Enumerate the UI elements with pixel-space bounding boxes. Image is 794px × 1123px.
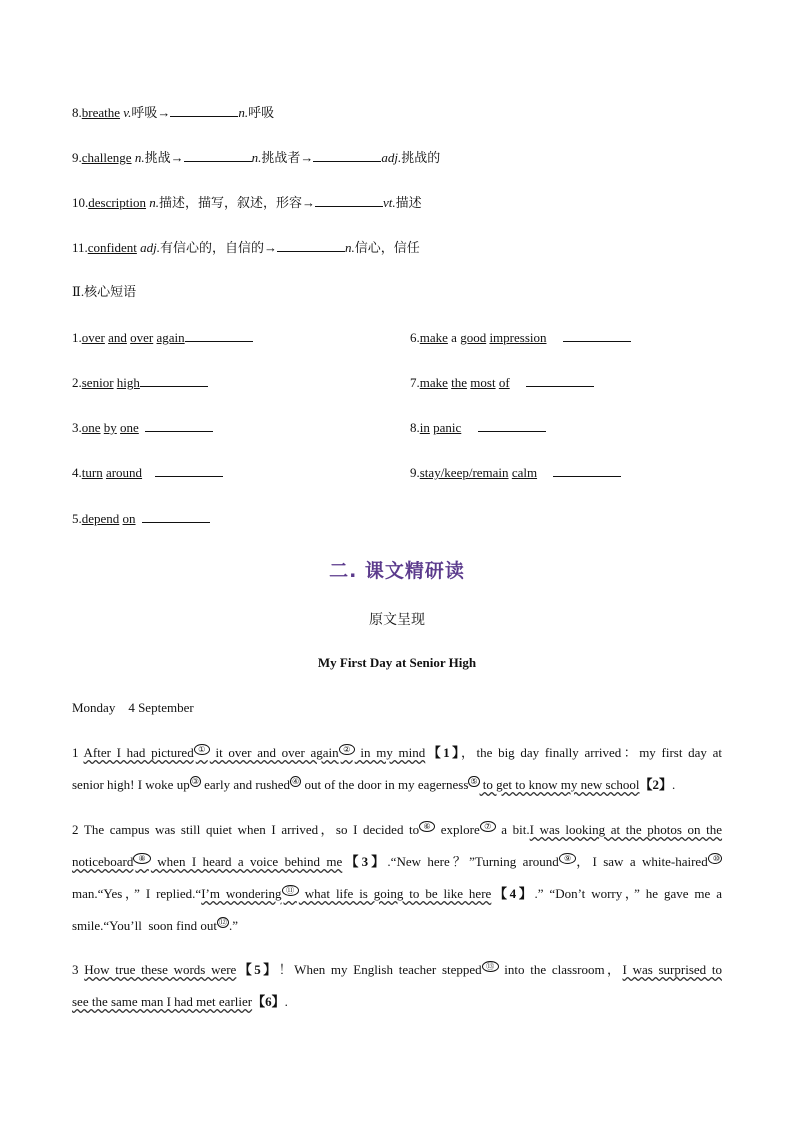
phrase-word: of [498, 375, 510, 390]
text-run: in my mind [354, 745, 426, 760]
text-run: . [672, 777, 676, 792]
sentence-marker: 【5】 [236, 962, 279, 977]
vocab-word: description [88, 195, 147, 210]
item-number: 9. [410, 465, 420, 480]
paragraph-line [72, 769, 722, 801]
vocab-item-11 [72, 239, 420, 256]
note-marker: ⑥ [421, 821, 434, 831]
text-run: ！When my English teacher stepped [278, 962, 482, 977]
paragraph-line [72, 954, 722, 986]
part-of-speech: adj. [381, 150, 402, 165]
paragraph-number: 3 [72, 962, 85, 977]
item-number: 7. [410, 375, 420, 390]
paragraph-3 [72, 954, 722, 1018]
text-run: into the classroom， [498, 962, 623, 977]
phrase-word: most [470, 375, 496, 390]
vocab-meaning: 呼吸 [248, 105, 275, 120]
note-marker: ⑬ [483, 961, 497, 971]
answer-blank[interactable] [185, 329, 253, 342]
phrase-word: make [419, 330, 448, 345]
phrase-word: and [108, 330, 127, 345]
text-run: The campus was still quiet when I arrived，so I decided to [83, 822, 420, 837]
vocab-meaning: 描述，描写，叙述，形容→ [159, 195, 316, 210]
part-of-speech: v. [123, 105, 132, 120]
sentence-marker: 【3】 [342, 854, 388, 869]
phrase-item-6 [410, 329, 631, 346]
paragraph-number: 2 [72, 822, 84, 837]
note-marker: ⑧ [135, 853, 149, 863]
part-of-speech: n. [149, 195, 160, 210]
paragraph-line [72, 737, 722, 769]
phrase-word: high [116, 375, 140, 390]
phrase-word: the [451, 375, 468, 390]
phrase-item-5 [72, 510, 210, 527]
phrase-word: around [105, 465, 143, 480]
answer-blank[interactable] [184, 149, 252, 162]
phrase-word: good [460, 330, 487, 345]
phrase-word: one [120, 420, 139, 435]
note-marker: ① [195, 744, 208, 754]
note-marker: ③ [191, 776, 199, 786]
phrase-word: depend [81, 511, 120, 526]
underlined-phrase: How true these words were [84, 962, 237, 977]
text-run: senior high! I woke up [72, 777, 190, 792]
text-run: man.“Yes，” I replied.“ [72, 886, 202, 901]
text-run: ，the big day finally arrived：my first day at [461, 745, 722, 760]
answer-blank[interactable] [140, 374, 208, 387]
sentence-marker: 【6】 [252, 994, 285, 1009]
sentence-marker: 【2】 [639, 777, 673, 792]
article-title: My First Day at Senior High [317, 655, 477, 670]
phrase-word: again [156, 330, 185, 345]
paragraph-line [72, 846, 722, 878]
part-of-speech: n. [238, 105, 249, 120]
text-run: After I had pictured [83, 745, 194, 760]
vocab-word: confident [87, 240, 137, 255]
note-marker: ⑪ [283, 885, 297, 895]
underlined-phrase: I was looking at the photos on the [529, 822, 723, 837]
vocab-meaning: 描述 [395, 195, 422, 210]
phrase-word: panic [433, 420, 462, 435]
paragraph-2 [72, 814, 722, 942]
part-of-speech: n. [345, 240, 355, 255]
phrase-word: in [419, 420, 430, 435]
part-of-speech: n. [134, 150, 145, 165]
phrase-word: on [122, 511, 136, 526]
text-run: smile.“You’ll soon find out [72, 918, 217, 933]
note-marker: ④ [292, 776, 300, 786]
text-run: a bit. [495, 822, 530, 837]
note-marker: ⑫ [218, 917, 227, 927]
vocab-meaning: 呼吸→ [131, 105, 171, 120]
item-number: 6. [410, 330, 420, 345]
note-marker: ⑨ [560, 853, 575, 863]
text-run: . [284, 994, 288, 1009]
phrase-word: by [103, 420, 117, 435]
vocab-meaning: 信心，信任 [354, 240, 420, 255]
text-run: noticeboard [72, 854, 134, 869]
phrase-word: over [130, 330, 154, 345]
text-run: it over and over again [209, 745, 339, 760]
underlined-phrase: see the same man I had met earlier [72, 994, 253, 1009]
vocab-meaning: 挑战的 [401, 150, 441, 165]
paragraph-line [72, 814, 722, 846]
text-run: early and rushed [200, 777, 291, 792]
answer-blank[interactable] [315, 194, 383, 207]
paragraph-line [72, 910, 722, 942]
answer-blank[interactable] [277, 239, 345, 252]
phrase-word: a [451, 330, 457, 345]
phrase-item-3 [72, 419, 213, 436]
vocab-meaning: 有信心的，自信的→ [160, 240, 278, 255]
underlined-phrase [83, 745, 425, 760]
note-marker: ⑦ [481, 821, 494, 831]
phrase-item-9 [410, 464, 621, 481]
paragraph-1 [72, 737, 722, 801]
item-number: 9. [72, 150, 82, 165]
paragraph-number: 1 [72, 745, 84, 760]
phrase-item-2 [72, 374, 208, 391]
item-number: 1. [72, 330, 82, 345]
text-run: out of the door in my eagerness [301, 777, 469, 792]
part-of-speech: n. [251, 150, 262, 165]
text-run: I’m wondering [201, 886, 282, 901]
phrase-item-1 [72, 329, 253, 346]
underlined-phrase [201, 886, 491, 901]
vocab-meaning: 挑战→ [144, 150, 184, 165]
phrase-word: calm [511, 465, 538, 480]
answer-blank[interactable] [170, 104, 238, 117]
vocab-item-8 [72, 104, 274, 121]
answer-blank[interactable] [526, 374, 594, 387]
text-run: .” [228, 918, 238, 933]
note-marker: ② [340, 744, 353, 754]
item-number: 3. [72, 420, 82, 435]
item-number: 11. [72, 240, 88, 255]
answer-blank[interactable] [553, 464, 621, 477]
phrase-word: over [81, 330, 105, 345]
text-run: ，I saw a white-haired [576, 854, 708, 869]
phrase-word: stay/keep/remain [419, 465, 509, 480]
phrase-word: senior [81, 375, 114, 390]
part-of-speech: vt. [383, 195, 396, 210]
item-number: 5. [72, 511, 82, 526]
text-run: .“New here？”Turning around [387, 854, 559, 869]
part-of-speech: adj. [140, 240, 160, 255]
phrase-word: one [81, 420, 101, 435]
date-line: Monday 4 September [72, 700, 194, 715]
underlined-phrase: I was surprised to [622, 962, 722, 977]
phrases-heading: Ⅱ.核心短语 [72, 284, 137, 299]
text-run: explore [435, 822, 480, 837]
underlined-phrase: to get to know my new school [479, 777, 640, 792]
answer-blank[interactable] [313, 149, 381, 162]
answer-blank[interactable] [142, 510, 210, 523]
note-marker: ⑩ [709, 853, 721, 863]
phrase-word: turn [81, 465, 103, 480]
section-subtitle: 原文呈现 [369, 613, 425, 628]
answer-blank[interactable] [155, 464, 223, 477]
phrase-item-7 [410, 374, 594, 391]
text-run: .” “Don’t worry，” he gave me a [534, 886, 722, 901]
answer-blank[interactable] [478, 419, 546, 432]
phrase-word: impression [489, 330, 547, 345]
phrase-item-8 [410, 419, 546, 436]
item-number: 2. [72, 375, 82, 390]
text-run: when I heard a voice behind me [150, 854, 343, 869]
underlined-phrase [72, 854, 342, 869]
sentence-marker: 【4】 [491, 886, 535, 901]
item-number: 4. [72, 465, 82, 480]
phrase-word: make [419, 375, 448, 390]
section-title: 二. 课文精研读 [329, 560, 465, 582]
answer-blank[interactable] [563, 329, 631, 342]
note-marker: ⑤ [470, 776, 478, 786]
vocab-item-9 [72, 149, 440, 166]
paragraph-line [72, 986, 722, 1018]
sentence-marker: 【1】 [425, 745, 462, 760]
item-number: 8. [410, 420, 420, 435]
phrase-item-4 [72, 464, 223, 481]
vocab-word: challenge [81, 150, 132, 165]
vocab-meaning: 挑战者→ [261, 150, 314, 165]
vocab-word: breathe [81, 105, 121, 120]
paragraph-line [72, 878, 722, 910]
answer-blank[interactable] [145, 419, 213, 432]
text-run: what life is going to be like here [298, 886, 492, 901]
item-number: 10. [72, 195, 89, 210]
vocab-item-10 [72, 194, 422, 211]
item-number: 8. [72, 105, 82, 120]
